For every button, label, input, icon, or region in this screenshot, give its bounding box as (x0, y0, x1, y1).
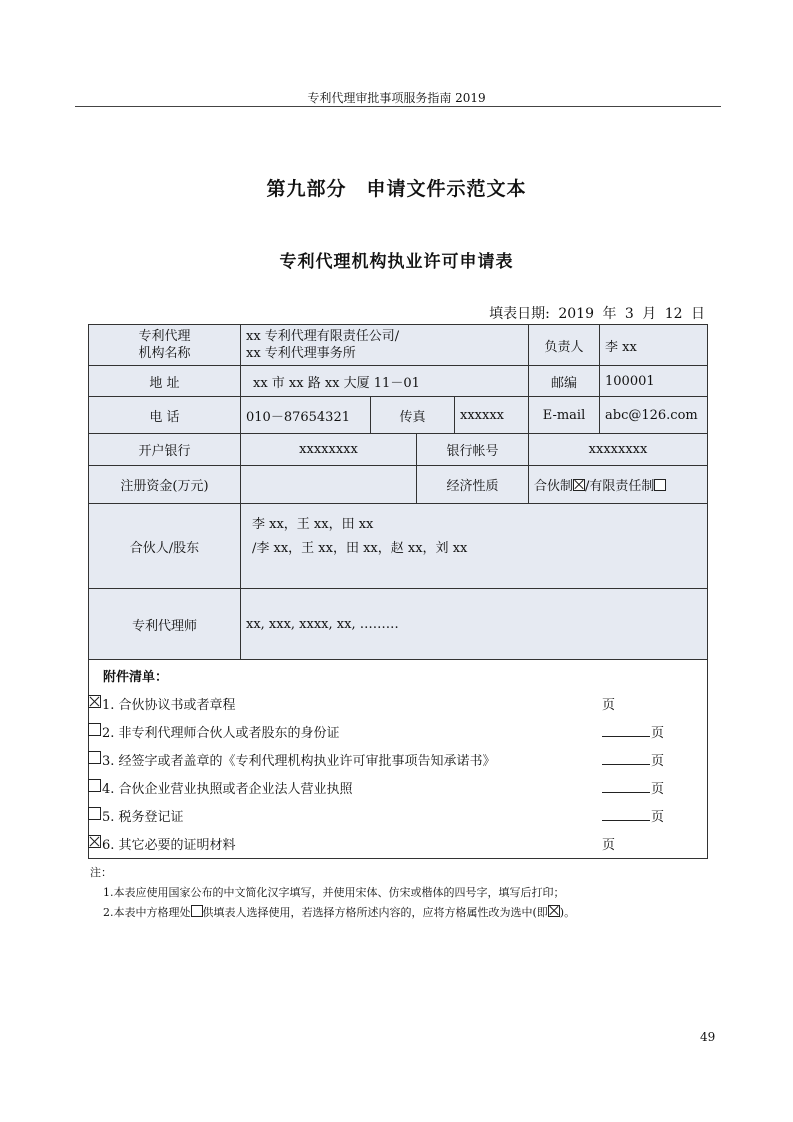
note-2-part-a: 2.本表中方格理处 (103, 906, 191, 919)
attachments-title: 附件清单： (103, 670, 169, 685)
account-label-cell (416, 433, 529, 466)
attachment-3-checkbox[interactable] (88, 751, 101, 764)
attachment-3-unit: 页 (651, 754, 665, 769)
bank-value: xxxxxxxx (299, 442, 358, 457)
attachment-item-4 (88, 778, 708, 798)
note-1: 1.本表应使用国家公布的中文简化汉字填写，并使用宋体、仿宋或楷体的四号字，填写后打印； (103, 886, 565, 899)
attachment-item-2 (88, 722, 708, 742)
date-day-unit: 日 (691, 306, 705, 322)
nature-option-limited: /有限责任制 (585, 479, 655, 494)
capital-label-cell (88, 465, 241, 504)
attachment-4-unit: 页 (651, 782, 665, 797)
partners-line2: /李 xx，王 xx，田 xx，赵 xx，刘 xx (252, 541, 468, 556)
page-number: 49 (700, 1030, 716, 1044)
agents-label-cell (88, 588, 241, 660)
agents-label: 专利代理师 (131, 618, 197, 634)
note-2-part-b: 供填表人选择使用，若选择方格所述内容的，应将方格属性改为选中(即 (202, 906, 548, 919)
attachment-5-text: 5. 税务登记证 (102, 810, 184, 825)
account-value: xxxxxxxx (588, 442, 648, 457)
account-value-cell[interactable] (528, 433, 708, 466)
partners-label-cell (88, 503, 241, 589)
running-header: 专利代理审批事项服务指南 2019 (307, 91, 486, 105)
attachment-2-text: 2. 非专利代理师合伙人或者股东的身份证 (102, 726, 340, 741)
attachment-4-text: 4. 合伙企业营业执照或者企业法人营业执照 (102, 782, 353, 797)
phone-value: 010－87654321 (246, 409, 350, 425)
attachment-2-page-blank[interactable] (602, 736, 650, 737)
attachment-6-checkbox[interactable] (88, 835, 101, 848)
nature-options-cell (528, 465, 708, 504)
fax-label: 传真 (399, 409, 426, 425)
attachment-3-text: 3. 经签字或者盖章的《专利代理机构执业许可审批事项告知承诺书》 (102, 754, 496, 769)
attachment-4-checkbox[interactable] (88, 779, 101, 792)
principal-label-cell (528, 324, 600, 366)
org-name-value-line1: xx 专利代理有限责任公司/ (246, 329, 400, 344)
nature-label: 经济性质 (446, 479, 499, 494)
attachment-5-checkbox[interactable] (88, 807, 101, 820)
attachment-1-unit: 页 (602, 698, 616, 713)
note-2-part-c: )。 (559, 906, 576, 919)
fill-date (485, 303, 705, 323)
attachment-4-page-blank[interactable] (602, 792, 650, 793)
attachment-5-unit: 页 (651, 810, 665, 825)
address-value: xx 市 xx 路 xx 大厦 11－01 (253, 375, 420, 391)
address-label: 地 址 (149, 375, 180, 391)
partnership-checkbox[interactable] (573, 479, 585, 491)
bank-value-cell[interactable] (240, 433, 417, 466)
address-value-cell[interactable] (240, 365, 529, 397)
nature-label-cell (416, 465, 529, 504)
address-label-cell (88, 365, 241, 397)
attachment-item-3 (88, 750, 708, 770)
bank-label-cell (88, 433, 241, 466)
phone-label-cell (88, 396, 241, 434)
notes-label: 注： (90, 866, 112, 879)
date-day: 12 (664, 306, 683, 322)
date-year-unit: 年 (602, 306, 617, 322)
attachment-5-page-blank[interactable] (602, 820, 650, 821)
date-year: 2019 (558, 306, 594, 322)
nature-option-partnership: 合伙制 (534, 479, 574, 494)
agents-value: xx, xxx, xxxx, xx, ……… (246, 616, 399, 632)
org-name-value-line2: xx 专利代理事务所 (246, 346, 356, 361)
org-name-value-cell[interactable] (240, 324, 529, 366)
email-label-cell (528, 396, 600, 434)
postcode-value: 100001 (605, 373, 655, 389)
attachment-6-text: 6. 其它必要的证明材料 (102, 838, 236, 853)
attachment-2-unit: 页 (651, 726, 665, 741)
postcode-label-cell (528, 365, 600, 397)
postcode-value-cell[interactable] (599, 365, 708, 397)
partners-label: 合伙人/股东 (129, 540, 200, 556)
attachment-6-unit: 页 (602, 838, 616, 853)
account-label: 银行帐号 (446, 444, 499, 459)
fax-value: xxxxxx (460, 407, 504, 423)
agents-value-cell[interactable] (240, 588, 708, 660)
attachment-3-page-blank[interactable] (602, 764, 650, 765)
bank-label: 开户银行 (138, 444, 191, 459)
checked-checkbox-example (548, 905, 560, 917)
attachment-2-checkbox[interactable] (88, 723, 101, 736)
email-value-cell[interactable] (599, 396, 708, 434)
limited-liability-checkbox[interactable] (654, 479, 666, 491)
fax-value-cell[interactable] (454, 396, 529, 434)
principal-value: 李 xx (605, 339, 637, 355)
empty-checkbox-example (191, 905, 203, 917)
partners-value-cell[interactable] (240, 503, 708, 589)
attachment-1-text: 1. 合伙协议书或者章程 (102, 698, 236, 713)
postcode-label: 邮编 (550, 375, 577, 391)
capital-value-cell[interactable] (240, 465, 417, 504)
email-label: E-mail (542, 407, 586, 423)
capital-label: 注册资金(万元) (120, 479, 209, 494)
fax-label-cell (370, 396, 455, 434)
header-divider (75, 106, 721, 107)
date-month-unit: 月 (642, 306, 657, 322)
email-value: abc@126.com (605, 407, 698, 423)
note-2 (103, 904, 575, 920)
attachment-1-checkbox[interactable] (88, 695, 101, 708)
principal-value-cell[interactable] (599, 324, 708, 366)
date-month: 3 (624, 306, 634, 322)
org-name-label-cell (88, 324, 241, 366)
partners-line1: 李 xx，王 xx，田 xx (252, 517, 374, 532)
principal-label: 负责人 (544, 339, 584, 355)
org-name-label-line2: 机构名称 (138, 346, 191, 361)
phone-label: 电 话 (149, 409, 180, 425)
part-title: 第九部分 申请文件示范文本 (266, 178, 527, 200)
phone-value-cell[interactable] (240, 396, 371, 434)
org-name-label-line1: 专利代理 (138, 329, 191, 344)
attachment-item-6 (88, 834, 708, 854)
form-title: 专利代理机构执业许可申请表 (279, 252, 514, 272)
attachment-item-5 (88, 806, 708, 826)
date-label: 填表日期: (489, 306, 550, 322)
attachment-item-1 (88, 694, 708, 714)
